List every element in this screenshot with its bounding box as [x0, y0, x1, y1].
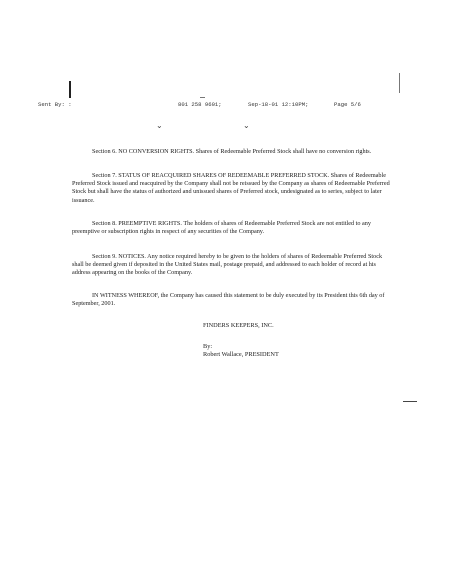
fax-datetime: Sep-18-01 12:10PM; — [248, 101, 309, 108]
fax-page-number: Page 5/6 — [334, 101, 361, 108]
scan-mark-right — [399, 73, 400, 93]
signatory-name: Robert Wallace, PRESIDENT — [203, 351, 279, 358]
fax-phone: 801 258 9601; — [178, 101, 222, 108]
section-8: Section 8. PREEMPTIVE RIGHTS. The holders of shares of Redeemable Preferred Stock are not entitled to any preemptive or subscription rights in respect of any securities of the Company. — [72, 220, 371, 236]
section-6: Section 6. NO CONVERSION RIGHTS. Shares of Redeemable Preferred Stock shall have no conversion rights. — [92, 148, 372, 155]
scan-tick-left: ⌄ — [156, 121, 163, 130]
scan-mark-left — [69, 81, 71, 98]
section-9: Section 9. NOTICES. Any notice required hereby to be given to the holders of shares of Redeemable Preferred Stock shall be deemed given if deposited in the United States mail, postage prepaid, and addressed to each holder of record at his address appearing on the books of the Company. — [72, 253, 383, 277]
witness-clause: IN WITNESS WHEREOF, the Company has caused this statement to be duly executed by its President this 6th day of September, 2001. — [72, 292, 385, 308]
scan-mark-top — [200, 97, 205, 98]
fax-sender: Sent By: : — [38, 101, 72, 108]
company-name: FINDERS KEEPERS, INC. — [203, 322, 274, 329]
section-7: Section 7. STATUS OF REACQUIRED SHARES OF REDEEMABLE PREFERRED STOCK. Shares of Redeemable Preferred Stock issued and reacquired by the Company shall not be reissued by the Company as shares of Redeemable Preferred Stock but shall have the status of authorized and unissued shares of Preferred stock, undesignated as to series, subject to later issuance. — [72, 172, 390, 204]
by-label: By: — [203, 343, 213, 350]
scan-mark-edge — [403, 401, 417, 402]
scan-tick-right: ⌄ — [243, 121, 250, 130]
